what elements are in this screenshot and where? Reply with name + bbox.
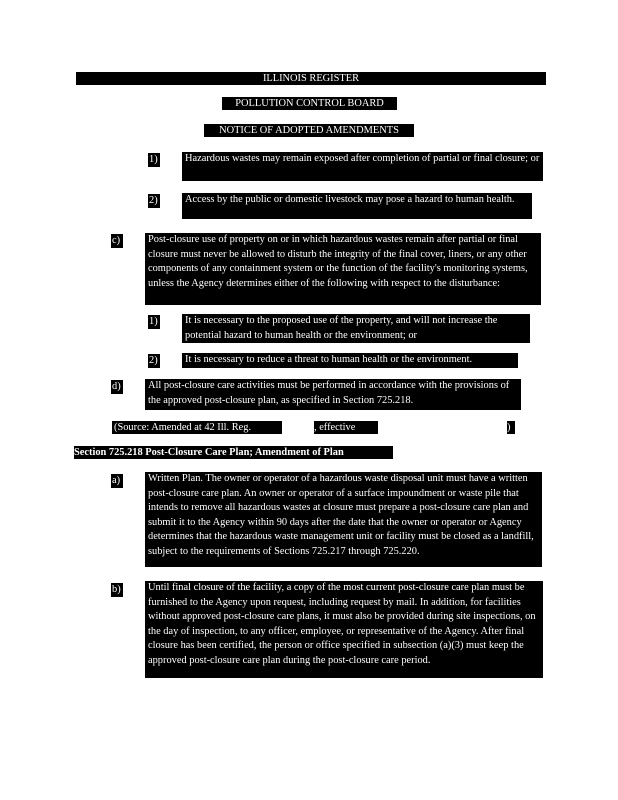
item-c2-text: It is necessary to reduce a threat to human health or the environment. [182, 353, 518, 368]
item-2-number: 2) [148, 194, 160, 208]
source-note-mid: , effective [314, 421, 378, 434]
source-note-right: ) [507, 421, 515, 434]
source-note-left: (Source: Amended at 42 Ill. Reg. [112, 421, 282, 434]
item-1-text: Hazardous wastes may remain exposed after completion of partial or final closure; or [182, 152, 543, 181]
board-title: POLLUTION CONTROL BOARD [235, 98, 384, 109]
item-c1-number: 1) [148, 315, 160, 329]
item-c2-number: 2) [148, 354, 160, 368]
board-header-bar [222, 97, 397, 110]
item-d-number: d) [111, 380, 123, 394]
section-heading: Section 725.218 Post-Closure Care Plan; Amendment of Plan [74, 446, 393, 459]
register-header-bar [76, 72, 546, 85]
notice-title: NOTICE OF ADOPTED AMENDMENTS [219, 125, 399, 136]
register-title: ILLINOIS REGISTER [262, 73, 360, 84]
section-item-b-number: b) [111, 583, 123, 597]
section-item-b-text: Until final closure of the facility, a copy of the most current post-closure care plan must be furnished to the Agency upon request, including request by mail. In addition, for facilities without approved post-closure care plans, it must also be provided during site inspections, on the day of inspection, to any officer, employee, or representative of the Agency. After final closure has been certified, the person or office specified in subsection (a)(3) must keep the approved post-closure care plan during the post-closure care period. [145, 581, 543, 678]
notice-header-bar [204, 124, 414, 137]
section-item-a-text: Written Plan. The owner or operator of a hazardous waste disposal unit must have a written post-closure care plan. An owner or operator of a surface impoundment or waste pile that intends to remove all hazardous wastes at closure must prepare a post-closure care plan and submit it to the Agency within 90 days after the date that the owner or operator or Agency determines that the hazardous waste management unit or facility must be closed as a landfill, subject to the requirements of Sections 725.217 through 725.220. [145, 472, 542, 567]
item-2-text: Access by the public or domestic livestock may pose a hazard to human health. [182, 193, 532, 219]
item-d-text: All post-closure care activities must be performed in accordance with the provisions of the approved post-closure plan, as specified in Section 725.218. [145, 379, 521, 410]
item-1-number: 1) [148, 153, 160, 167]
section-item-a-number: a) [111, 474, 123, 488]
item-c-number: c) [111, 234, 123, 248]
item-c-text: Post-closure use of property on or in which hazardous wastes remain after partial or final closure must never be allowed to disturb the integrity of the final cover, liners, or any other components of any containment system or the function of the facility's monitoring systems, unless the Agency determines either of the following with respect to the disturbance: [145, 233, 541, 305]
item-c1-text: It is necessary to the proposed use of the property, and will not increase the potential hazard to human health or the environment; or [182, 314, 530, 343]
